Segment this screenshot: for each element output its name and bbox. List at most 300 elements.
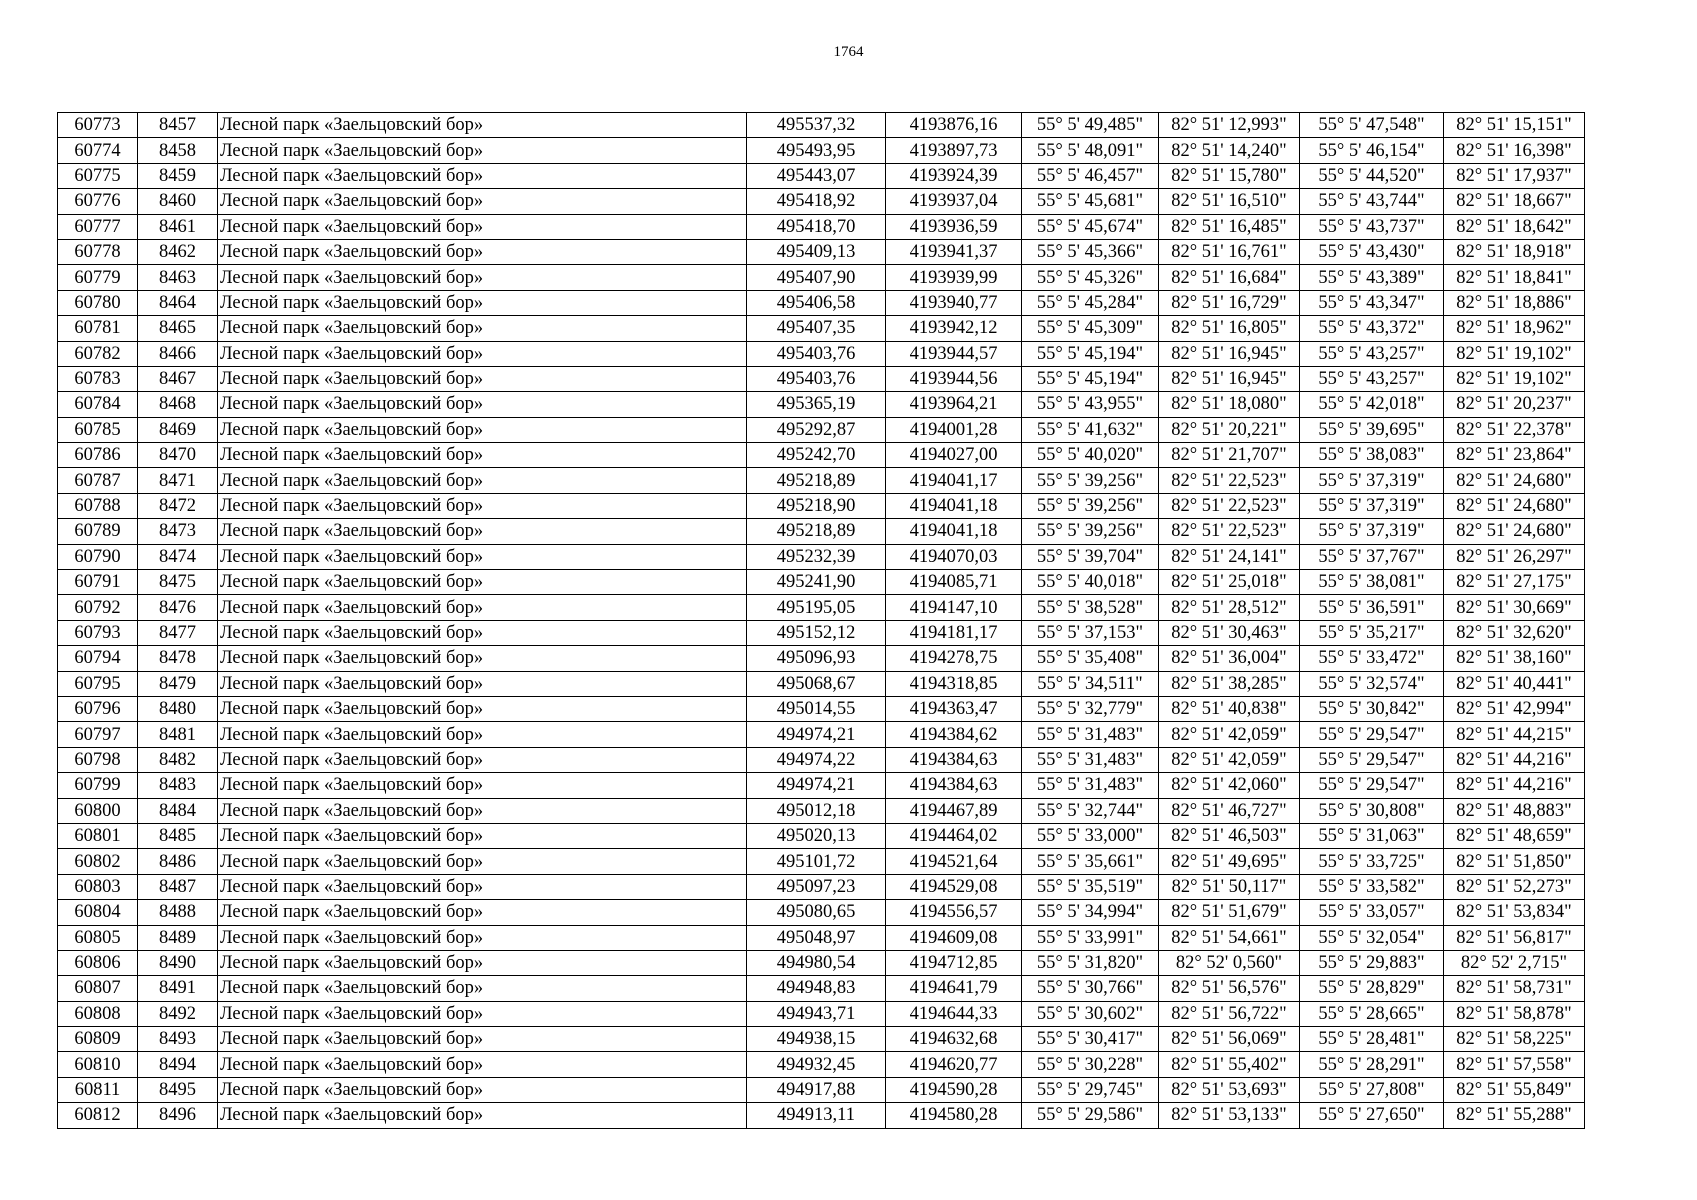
row-number-cell: 60797 bbox=[58, 722, 138, 747]
longitude-2-cell: 82° 51' 19,102" bbox=[1444, 366, 1585, 391]
longitude-2-cell: 82° 51' 44,215" bbox=[1444, 722, 1585, 747]
longitude-1-cell: 82° 51' 24,141" bbox=[1159, 544, 1300, 569]
table-row bbox=[58, 443, 1585, 468]
latitude-2-cell: 55° 5' 43,372" bbox=[1300, 316, 1444, 341]
longitude-2-cell: 82° 51' 18,886" bbox=[1444, 290, 1585, 315]
point-number-cell: 8486 bbox=[138, 849, 218, 874]
longitude-2-cell: 82° 52' 2,715" bbox=[1444, 950, 1585, 975]
point-number-cell: 8496 bbox=[138, 1103, 218, 1128]
x-coordinate-cell: 495232,39 bbox=[747, 544, 886, 569]
latitude-2-cell: 55° 5' 28,829" bbox=[1300, 976, 1444, 1001]
latitude-2-cell: 55° 5' 43,744" bbox=[1300, 189, 1444, 214]
row-number-cell: 60787 bbox=[58, 468, 138, 493]
point-number-cell: 8481 bbox=[138, 722, 218, 747]
row-number-cell: 60802 bbox=[58, 849, 138, 874]
table-row bbox=[58, 316, 1585, 341]
longitude-2-cell: 82° 51' 17,937" bbox=[1444, 163, 1585, 188]
table-row bbox=[58, 113, 1585, 138]
y-coordinate-cell: 4193897,73 bbox=[886, 138, 1022, 163]
table-row bbox=[58, 976, 1585, 1001]
point-number-cell: 8468 bbox=[138, 392, 218, 417]
x-coordinate-cell: 495048,97 bbox=[747, 925, 886, 950]
table-row bbox=[58, 239, 1585, 264]
longitude-1-cell: 82° 51' 16,510" bbox=[1159, 189, 1300, 214]
latitude-2-cell: 55° 5' 28,291" bbox=[1300, 1052, 1444, 1077]
row-number-cell: 60783 bbox=[58, 366, 138, 391]
x-coordinate-cell: 495101,72 bbox=[747, 849, 886, 874]
longitude-1-cell: 82° 51' 42,059" bbox=[1159, 747, 1300, 772]
point-number-cell: 8493 bbox=[138, 1027, 218, 1052]
longitude-1-cell: 82° 51' 56,576" bbox=[1159, 976, 1300, 1001]
longitude-1-cell: 82° 51' 55,402" bbox=[1159, 1052, 1300, 1077]
y-coordinate-cell: 4194464,02 bbox=[886, 823, 1022, 848]
longitude-2-cell: 82° 51' 24,680" bbox=[1444, 519, 1585, 544]
x-coordinate-cell: 495218,89 bbox=[747, 519, 886, 544]
point-number-cell: 8479 bbox=[138, 671, 218, 696]
longitude-2-cell: 82° 51' 24,680" bbox=[1444, 493, 1585, 518]
table-row bbox=[58, 1027, 1585, 1052]
longitude-1-cell: 82° 51' 16,761" bbox=[1159, 239, 1300, 264]
point-number-cell: 8472 bbox=[138, 493, 218, 518]
x-coordinate-cell: 495292,87 bbox=[747, 417, 886, 442]
longitude-1-cell: 82° 51' 16,945" bbox=[1159, 341, 1300, 366]
object-name-cell: Лесной парк «Заельцовский бор» bbox=[218, 392, 747, 417]
point-number-cell: 8464 bbox=[138, 290, 218, 315]
row-number-cell: 60795 bbox=[58, 671, 138, 696]
x-coordinate-cell: 495409,13 bbox=[747, 239, 886, 264]
longitude-1-cell: 82° 51' 16,805" bbox=[1159, 316, 1300, 341]
latitude-1-cell: 55° 5' 46,457" bbox=[1022, 163, 1159, 188]
table-row bbox=[58, 163, 1585, 188]
latitude-1-cell: 55° 5' 34,511" bbox=[1022, 671, 1159, 696]
longitude-1-cell: 82° 51' 42,059" bbox=[1159, 722, 1300, 747]
x-coordinate-cell: 494932,45 bbox=[747, 1052, 886, 1077]
table-row bbox=[58, 138, 1585, 163]
latitude-1-cell: 55° 5' 40,020" bbox=[1022, 443, 1159, 468]
row-number-cell: 60794 bbox=[58, 646, 138, 671]
row-number-cell: 60773 bbox=[58, 113, 138, 138]
y-coordinate-cell: 4194041,17 bbox=[886, 468, 1022, 493]
latitude-2-cell: 55° 5' 44,520" bbox=[1300, 163, 1444, 188]
latitude-1-cell: 55° 5' 34,994" bbox=[1022, 900, 1159, 925]
object-name-cell: Лесной парк «Заельцовский бор» bbox=[218, 290, 747, 315]
longitude-1-cell: 82° 51' 51,679" bbox=[1159, 900, 1300, 925]
longitude-1-cell: 82° 51' 49,695" bbox=[1159, 849, 1300, 874]
latitude-1-cell: 55° 5' 35,661" bbox=[1022, 849, 1159, 874]
latitude-1-cell: 55° 5' 40,018" bbox=[1022, 570, 1159, 595]
longitude-2-cell: 82° 51' 55,849" bbox=[1444, 1077, 1585, 1102]
longitude-1-cell: 82° 51' 42,060" bbox=[1159, 773, 1300, 798]
y-coordinate-cell: 4194318,85 bbox=[886, 671, 1022, 696]
table-row bbox=[58, 696, 1585, 721]
latitude-2-cell: 55° 5' 37,319" bbox=[1300, 493, 1444, 518]
latitude-2-cell: 55° 5' 33,472" bbox=[1300, 646, 1444, 671]
x-coordinate-cell: 495242,70 bbox=[747, 443, 886, 468]
point-number-cell: 8489 bbox=[138, 925, 218, 950]
table-row bbox=[58, 493, 1585, 518]
object-name-cell: Лесной парк «Заельцовский бор» bbox=[218, 1077, 747, 1102]
longitude-1-cell: 82° 51' 21,707" bbox=[1159, 443, 1300, 468]
longitude-1-cell: 82° 51' 16,485" bbox=[1159, 214, 1300, 239]
y-coordinate-cell: 4193936,59 bbox=[886, 214, 1022, 239]
y-coordinate-cell: 4193940,77 bbox=[886, 290, 1022, 315]
object-name-cell: Лесной парк «Заельцовский бор» bbox=[218, 950, 747, 975]
object-name-cell: Лесной парк «Заельцовский бор» bbox=[218, 214, 747, 239]
latitude-2-cell: 55° 5' 38,081" bbox=[1300, 570, 1444, 595]
y-coordinate-cell: 4193942,12 bbox=[886, 316, 1022, 341]
latitude-2-cell: 55° 5' 30,808" bbox=[1300, 798, 1444, 823]
table-row bbox=[58, 189, 1585, 214]
longitude-1-cell: 82° 51' 46,503" bbox=[1159, 823, 1300, 848]
longitude-1-cell: 82° 51' 22,523" bbox=[1159, 493, 1300, 518]
table-row bbox=[58, 1052, 1585, 1077]
point-number-cell: 8462 bbox=[138, 239, 218, 264]
table-row bbox=[58, 1077, 1585, 1102]
row-number-cell: 60811 bbox=[58, 1077, 138, 1102]
x-coordinate-cell: 495195,05 bbox=[747, 595, 886, 620]
x-coordinate-cell: 495020,13 bbox=[747, 823, 886, 848]
y-coordinate-cell: 4194027,00 bbox=[886, 443, 1022, 468]
longitude-2-cell: 82° 51' 24,680" bbox=[1444, 468, 1585, 493]
x-coordinate-cell: 495406,58 bbox=[747, 290, 886, 315]
latitude-2-cell: 55° 5' 29,547" bbox=[1300, 722, 1444, 747]
row-number-cell: 60800 bbox=[58, 798, 138, 823]
latitude-1-cell: 55° 5' 43,955" bbox=[1022, 392, 1159, 417]
latitude-2-cell: 55° 5' 42,018" bbox=[1300, 392, 1444, 417]
object-name-cell: Лесной парк «Заельцовский бор» bbox=[218, 900, 747, 925]
latitude-1-cell: 55° 5' 31,483" bbox=[1022, 747, 1159, 772]
x-coordinate-cell: 495152,12 bbox=[747, 620, 886, 645]
point-number-cell: 8457 bbox=[138, 113, 218, 138]
row-number-cell: 60786 bbox=[58, 443, 138, 468]
point-number-cell: 8483 bbox=[138, 773, 218, 798]
x-coordinate-cell: 495418,70 bbox=[747, 214, 886, 239]
point-number-cell: 8470 bbox=[138, 443, 218, 468]
y-coordinate-cell: 4194278,75 bbox=[886, 646, 1022, 671]
y-coordinate-cell: 4194001,28 bbox=[886, 417, 1022, 442]
latitude-2-cell: 55° 5' 46,154" bbox=[1300, 138, 1444, 163]
y-coordinate-cell: 4194556,57 bbox=[886, 900, 1022, 925]
table-row bbox=[58, 544, 1585, 569]
longitude-2-cell: 82° 51' 26,297" bbox=[1444, 544, 1585, 569]
x-coordinate-cell: 495080,65 bbox=[747, 900, 886, 925]
y-coordinate-cell: 4194467,89 bbox=[886, 798, 1022, 823]
x-coordinate-cell: 495407,35 bbox=[747, 316, 886, 341]
latitude-2-cell: 55° 5' 39,695" bbox=[1300, 417, 1444, 442]
row-number-cell: 60779 bbox=[58, 265, 138, 290]
row-number-cell: 60774 bbox=[58, 138, 138, 163]
longitude-1-cell: 82° 51' 20,221" bbox=[1159, 417, 1300, 442]
longitude-1-cell: 82° 51' 28,512" bbox=[1159, 595, 1300, 620]
table-row bbox=[58, 646, 1585, 671]
page-number: 1764 bbox=[833, 44, 864, 60]
object-name-cell: Лесной парк «Заельцовский бор» bbox=[218, 646, 747, 671]
row-number-cell: 60804 bbox=[58, 900, 138, 925]
longitude-2-cell: 82° 51' 44,216" bbox=[1444, 773, 1585, 798]
x-coordinate-cell: 494974,21 bbox=[747, 773, 886, 798]
point-number-cell: 8463 bbox=[138, 265, 218, 290]
point-number-cell: 8473 bbox=[138, 519, 218, 544]
longitude-1-cell: 82° 51' 30,463" bbox=[1159, 620, 1300, 645]
latitude-1-cell: 55° 5' 45,674" bbox=[1022, 214, 1159, 239]
latitude-2-cell: 55° 5' 38,083" bbox=[1300, 443, 1444, 468]
coordinates-table bbox=[57, 112, 1585, 1129]
object-name-cell: Лесной парк «Заельцовский бор» bbox=[218, 874, 747, 899]
table-row bbox=[58, 823, 1585, 848]
point-number-cell: 8460 bbox=[138, 189, 218, 214]
latitude-1-cell: 55° 5' 45,194" bbox=[1022, 366, 1159, 391]
latitude-2-cell: 55° 5' 35,217" bbox=[1300, 620, 1444, 645]
longitude-2-cell: 82° 51' 30,669" bbox=[1444, 595, 1585, 620]
object-name-cell: Лесной парк «Заельцовский бор» bbox=[218, 341, 747, 366]
longitude-1-cell: 82° 51' 12,993" bbox=[1159, 113, 1300, 138]
x-coordinate-cell: 494917,88 bbox=[747, 1077, 886, 1102]
y-coordinate-cell: 4194620,77 bbox=[886, 1052, 1022, 1077]
latitude-2-cell: 55° 5' 28,481" bbox=[1300, 1027, 1444, 1052]
row-number-cell: 60782 bbox=[58, 341, 138, 366]
object-name-cell: Лесной парк «Заельцовский бор» bbox=[218, 189, 747, 214]
point-number-cell: 8480 bbox=[138, 696, 218, 721]
latitude-1-cell: 55° 5' 32,744" bbox=[1022, 798, 1159, 823]
object-name-cell: Лесной парк «Заельцовский бор» bbox=[218, 1027, 747, 1052]
object-name-cell: Лесной парк «Заельцовский бор» bbox=[218, 113, 747, 138]
point-number-cell: 8459 bbox=[138, 163, 218, 188]
longitude-1-cell: 82° 51' 56,722" bbox=[1159, 1001, 1300, 1026]
longitude-1-cell: 82° 51' 22,523" bbox=[1159, 519, 1300, 544]
row-number-cell: 60775 bbox=[58, 163, 138, 188]
latitude-2-cell: 55° 5' 37,767" bbox=[1300, 544, 1444, 569]
object-name-cell: Лесной парк «Заельцовский бор» bbox=[218, 747, 747, 772]
longitude-2-cell: 82° 51' 52,273" bbox=[1444, 874, 1585, 899]
object-name-cell: Лесной парк «Заельцовский бор» bbox=[218, 1103, 747, 1128]
object-name-cell: Лесной парк «Заельцовский бор» bbox=[218, 722, 747, 747]
latitude-1-cell: 55° 5' 29,745" bbox=[1022, 1077, 1159, 1102]
x-coordinate-cell: 495012,18 bbox=[747, 798, 886, 823]
object-name-cell: Лесной парк «Заельцовский бор» bbox=[218, 417, 747, 442]
x-coordinate-cell: 495014,55 bbox=[747, 696, 886, 721]
latitude-1-cell: 55° 5' 31,820" bbox=[1022, 950, 1159, 975]
point-number-cell: 8488 bbox=[138, 900, 218, 925]
longitude-1-cell: 82° 51' 16,684" bbox=[1159, 265, 1300, 290]
latitude-1-cell: 55° 5' 48,091" bbox=[1022, 138, 1159, 163]
y-coordinate-cell: 4194384,62 bbox=[886, 722, 1022, 747]
latitude-1-cell: 55° 5' 35,408" bbox=[1022, 646, 1159, 671]
table-row bbox=[58, 290, 1585, 315]
x-coordinate-cell: 495218,89 bbox=[747, 468, 886, 493]
longitude-2-cell: 82° 51' 44,216" bbox=[1444, 747, 1585, 772]
longitude-2-cell: 82° 51' 57,558" bbox=[1444, 1052, 1585, 1077]
object-name-cell: Лесной парк «Заельцовский бор» bbox=[218, 976, 747, 1001]
table-row bbox=[58, 900, 1585, 925]
latitude-1-cell: 55° 5' 45,681" bbox=[1022, 189, 1159, 214]
longitude-1-cell: 82° 51' 25,018" bbox=[1159, 570, 1300, 595]
y-coordinate-cell: 4194363,47 bbox=[886, 696, 1022, 721]
longitude-2-cell: 82° 51' 48,883" bbox=[1444, 798, 1585, 823]
point-number-cell: 8484 bbox=[138, 798, 218, 823]
object-name-cell: Лесной парк «Заельцовский бор» bbox=[218, 798, 747, 823]
point-number-cell: 8494 bbox=[138, 1052, 218, 1077]
latitude-1-cell: 55° 5' 45,326" bbox=[1022, 265, 1159, 290]
row-number-cell: 60805 bbox=[58, 925, 138, 950]
latitude-2-cell: 55° 5' 43,257" bbox=[1300, 366, 1444, 391]
longitude-2-cell: 82° 51' 19,102" bbox=[1444, 341, 1585, 366]
object-name-cell: Лесной парк «Заельцовский бор» bbox=[218, 443, 747, 468]
latitude-2-cell: 55° 5' 43,430" bbox=[1300, 239, 1444, 264]
row-number-cell: 60810 bbox=[58, 1052, 138, 1077]
latitude-2-cell: 55° 5' 37,319" bbox=[1300, 468, 1444, 493]
longitude-1-cell: 82° 51' 22,523" bbox=[1159, 468, 1300, 493]
longitude-2-cell: 82° 51' 16,398" bbox=[1444, 138, 1585, 163]
point-number-cell: 8458 bbox=[138, 138, 218, 163]
row-number-cell: 60796 bbox=[58, 696, 138, 721]
object-name-cell: Лесной парк «Заельцовский бор» bbox=[218, 468, 747, 493]
y-coordinate-cell: 4194384,63 bbox=[886, 773, 1022, 798]
latitude-2-cell: 55° 5' 27,650" bbox=[1300, 1103, 1444, 1128]
point-number-cell: 8466 bbox=[138, 341, 218, 366]
longitude-1-cell: 82° 51' 46,727" bbox=[1159, 798, 1300, 823]
longitude-2-cell: 82° 51' 23,864" bbox=[1444, 443, 1585, 468]
y-coordinate-cell: 4193924,39 bbox=[886, 163, 1022, 188]
row-number-cell: 60809 bbox=[58, 1027, 138, 1052]
y-coordinate-cell: 4194641,79 bbox=[886, 976, 1022, 1001]
longitude-2-cell: 82° 51' 55,288" bbox=[1444, 1103, 1585, 1128]
point-number-cell: 8490 bbox=[138, 950, 218, 975]
y-coordinate-cell: 4193964,21 bbox=[886, 392, 1022, 417]
latitude-2-cell: 55° 5' 43,389" bbox=[1300, 265, 1444, 290]
object-name-cell: Лесной парк «Заельцовский бор» bbox=[218, 493, 747, 518]
longitude-2-cell: 82° 51' 32,620" bbox=[1444, 620, 1585, 645]
y-coordinate-cell: 4194712,85 bbox=[886, 950, 1022, 975]
row-number-cell: 60790 bbox=[58, 544, 138, 569]
y-coordinate-cell: 4194644,33 bbox=[886, 1001, 1022, 1026]
y-coordinate-cell: 4194609,08 bbox=[886, 925, 1022, 950]
x-coordinate-cell: 495493,95 bbox=[747, 138, 886, 163]
object-name-cell: Лесной парк «Заельцовский бор» bbox=[218, 925, 747, 950]
y-coordinate-cell: 4193876,16 bbox=[886, 113, 1022, 138]
row-number-cell: 60808 bbox=[58, 1001, 138, 1026]
latitude-2-cell: 55° 5' 31,063" bbox=[1300, 823, 1444, 848]
row-number-cell: 60798 bbox=[58, 747, 138, 772]
latitude-2-cell: 55° 5' 32,054" bbox=[1300, 925, 1444, 950]
point-number-cell: 8461 bbox=[138, 214, 218, 239]
object-name-cell: Лесной парк «Заельцовский бор» bbox=[218, 239, 747, 264]
y-coordinate-cell: 4194085,71 bbox=[886, 570, 1022, 595]
longitude-2-cell: 82° 51' 18,962" bbox=[1444, 316, 1585, 341]
row-number-cell: 60777 bbox=[58, 214, 138, 239]
object-name-cell: Лесной парк «Заельцовский бор» bbox=[218, 265, 747, 290]
object-name-cell: Лесной парк «Заельцовский бор» bbox=[218, 1052, 747, 1077]
x-coordinate-cell: 495241,90 bbox=[747, 570, 886, 595]
point-number-cell: 8487 bbox=[138, 874, 218, 899]
point-number-cell: 8474 bbox=[138, 544, 218, 569]
row-number-cell: 60781 bbox=[58, 316, 138, 341]
table-row bbox=[58, 570, 1585, 595]
longitude-2-cell: 82° 51' 18,918" bbox=[1444, 239, 1585, 264]
table-row bbox=[58, 1103, 1585, 1128]
table-row bbox=[58, 773, 1585, 798]
longitude-1-cell: 82° 51' 53,133" bbox=[1159, 1103, 1300, 1128]
object-name-cell: Лесной парк «Заельцовский бор» bbox=[218, 138, 747, 163]
latitude-1-cell: 55° 5' 45,309" bbox=[1022, 316, 1159, 341]
x-coordinate-cell: 494938,15 bbox=[747, 1027, 886, 1052]
table-row bbox=[58, 519, 1585, 544]
row-number-cell: 60784 bbox=[58, 392, 138, 417]
latitude-1-cell: 55° 5' 32,779" bbox=[1022, 696, 1159, 721]
point-number-cell: 8467 bbox=[138, 366, 218, 391]
table-row bbox=[58, 671, 1585, 696]
latitude-2-cell: 55° 5' 37,319" bbox=[1300, 519, 1444, 544]
latitude-1-cell: 55° 5' 31,483" bbox=[1022, 773, 1159, 798]
row-number-cell: 60780 bbox=[58, 290, 138, 315]
point-number-cell: 8471 bbox=[138, 468, 218, 493]
object-name-cell: Лесной парк «Заельцовский бор» bbox=[218, 620, 747, 645]
table-row bbox=[58, 950, 1585, 975]
point-number-cell: 8465 bbox=[138, 316, 218, 341]
x-coordinate-cell: 495407,90 bbox=[747, 265, 886, 290]
longitude-1-cell: 82° 51' 53,693" bbox=[1159, 1077, 1300, 1102]
table-body bbox=[58, 113, 1585, 1129]
longitude-1-cell: 82° 51' 40,838" bbox=[1159, 696, 1300, 721]
row-number-cell: 60788 bbox=[58, 493, 138, 518]
longitude-2-cell: 82° 51' 15,151" bbox=[1444, 113, 1585, 138]
latitude-1-cell: 55° 5' 39,256" bbox=[1022, 519, 1159, 544]
latitude-1-cell: 55° 5' 35,519" bbox=[1022, 874, 1159, 899]
latitude-1-cell: 55° 5' 39,704" bbox=[1022, 544, 1159, 569]
latitude-1-cell: 55° 5' 30,602" bbox=[1022, 1001, 1159, 1026]
latitude-2-cell: 55° 5' 43,737" bbox=[1300, 214, 1444, 239]
longitude-2-cell: 82° 51' 18,667" bbox=[1444, 189, 1585, 214]
longitude-2-cell: 82° 51' 58,731" bbox=[1444, 976, 1585, 1001]
object-name-cell: Лесной парк «Заельцовский бор» bbox=[218, 671, 747, 696]
object-name-cell: Лесной парк «Заельцовский бор» bbox=[218, 544, 747, 569]
longitude-1-cell: 82° 51' 50,117" bbox=[1159, 874, 1300, 899]
row-number-cell: 60791 bbox=[58, 570, 138, 595]
object-name-cell: Лесной парк «Заельцовский бор» bbox=[218, 163, 747, 188]
latitude-1-cell: 55° 5' 31,483" bbox=[1022, 722, 1159, 747]
y-coordinate-cell: 4193944,56 bbox=[886, 366, 1022, 391]
row-number-cell: 60807 bbox=[58, 976, 138, 1001]
x-coordinate-cell: 495365,19 bbox=[747, 392, 886, 417]
x-coordinate-cell: 495218,90 bbox=[747, 493, 886, 518]
x-coordinate-cell: 494974,22 bbox=[747, 747, 886, 772]
longitude-1-cell: 82° 51' 18,080" bbox=[1159, 392, 1300, 417]
longitude-2-cell: 82° 51' 51,850" bbox=[1444, 849, 1585, 874]
table-row bbox=[58, 595, 1585, 620]
latitude-1-cell: 55° 5' 30,766" bbox=[1022, 976, 1159, 1001]
table-row bbox=[58, 747, 1585, 772]
object-name-cell: Лесной парк «Заельцовский бор» bbox=[218, 1001, 747, 1026]
row-number-cell: 60799 bbox=[58, 773, 138, 798]
row-number-cell: 60785 bbox=[58, 417, 138, 442]
x-coordinate-cell: 495096,93 bbox=[747, 646, 886, 671]
table-row bbox=[58, 392, 1585, 417]
object-name-cell: Лесной парк «Заельцовский бор» bbox=[218, 316, 747, 341]
table-row bbox=[58, 798, 1585, 823]
point-number-cell: 8495 bbox=[138, 1077, 218, 1102]
x-coordinate-cell: 494943,71 bbox=[747, 1001, 886, 1026]
latitude-1-cell: 55° 5' 45,194" bbox=[1022, 341, 1159, 366]
longitude-1-cell: 82° 51' 16,729" bbox=[1159, 290, 1300, 315]
table-row bbox=[58, 1001, 1585, 1026]
object-name-cell: Лесной парк «Заельцовский бор» bbox=[218, 595, 747, 620]
object-name-cell: Лесной парк «Заельцовский бор» bbox=[218, 519, 747, 544]
x-coordinate-cell: 494980,54 bbox=[747, 950, 886, 975]
latitude-2-cell: 55° 5' 28,665" bbox=[1300, 1001, 1444, 1026]
longitude-1-cell: 82° 51' 16,945" bbox=[1159, 366, 1300, 391]
longitude-2-cell: 82° 51' 18,841" bbox=[1444, 265, 1585, 290]
latitude-1-cell: 55° 5' 29,586" bbox=[1022, 1103, 1159, 1128]
latitude-2-cell: 55° 5' 33,057" bbox=[1300, 900, 1444, 925]
